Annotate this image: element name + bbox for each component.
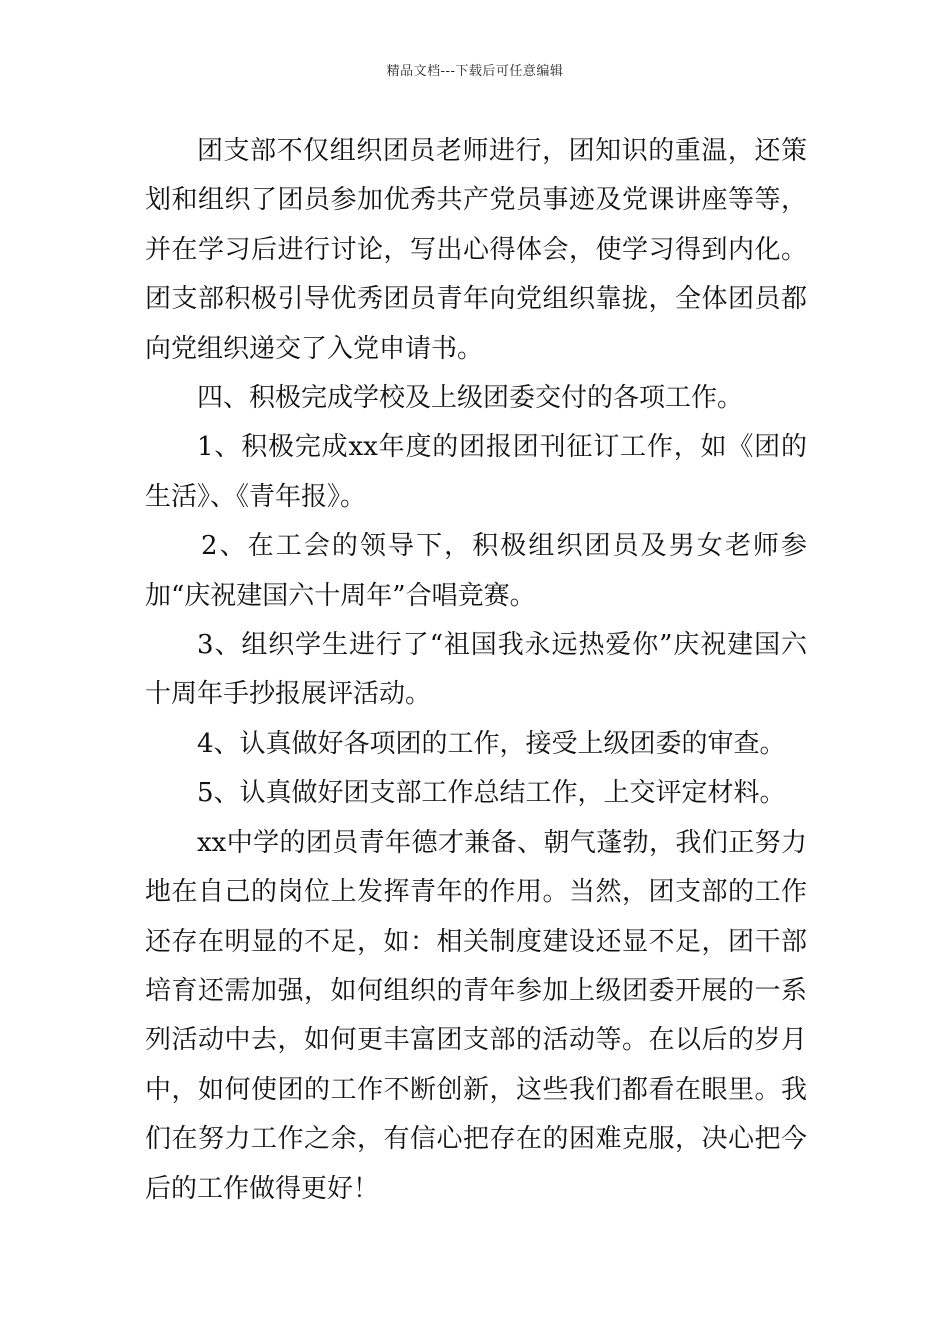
paragraph-league-study: 团支部不仅组织团员老师进行，团知识的重温，还策划和组织了团员参加优秀共产党员事迹及党课讲座等等，并在学习后进行讨论，写出心得体会，使学习得到内化。团支部积极引导优秀团员青年向党组织靠拢，全体团员都向党组织递交了入党申请书。 <box>145 136 807 364</box>
paragraph-item-3: 3、组织学生进行了“祖国我永远热爱你”庆祝建国六十周年手抄报展评活动。 <box>145 630 807 710</box>
document-body <box>145 127 807 1214</box>
paragraph-item-1: 1、积极完成xx年度的团报团刊征订工作，如《团的生活》、《青年报》。 <box>145 432 807 512</box>
paragraph-item-2: 2、在工会的领导下，积极组织团员及男女老师参加“庆祝建国六十周年”合唱竞赛。 <box>145 531 807 611</box>
paragraph-section-four-heading: 四、积极完成学校及上级团委交付的各项工作。 <box>197 383 744 414</box>
paragraph-item-4: 4、认真做好各项团的工作，接受上级团委的审查。 <box>197 728 786 759</box>
paragraph-conclusion: xx中学的团员青年德才兼备、朝气蓬勃，我们正努力地在自己的岗位上发挥青年的作用。当然，团支部的工作还存在明显的不足，如：相关制度建设还显不足，团干部培育还需加强，如何组织的青年参加上级团委开展的一系列活动中去，如何更丰富团支部的活动等。在以后的岁月中，如何使团的工作不断创新，这些我们都看在眼里。我们在努力工作之余，有信心把存在的困难克服，决心把今后的工作做得更好！ <box>145 827 807 1204</box>
paragraph-item-5: 5、认真做好团支部工作总结工作，上交评定材料。 <box>197 778 786 809</box>
page-header: 精品文档---下载后可任意编辑 <box>386 64 564 79</box>
